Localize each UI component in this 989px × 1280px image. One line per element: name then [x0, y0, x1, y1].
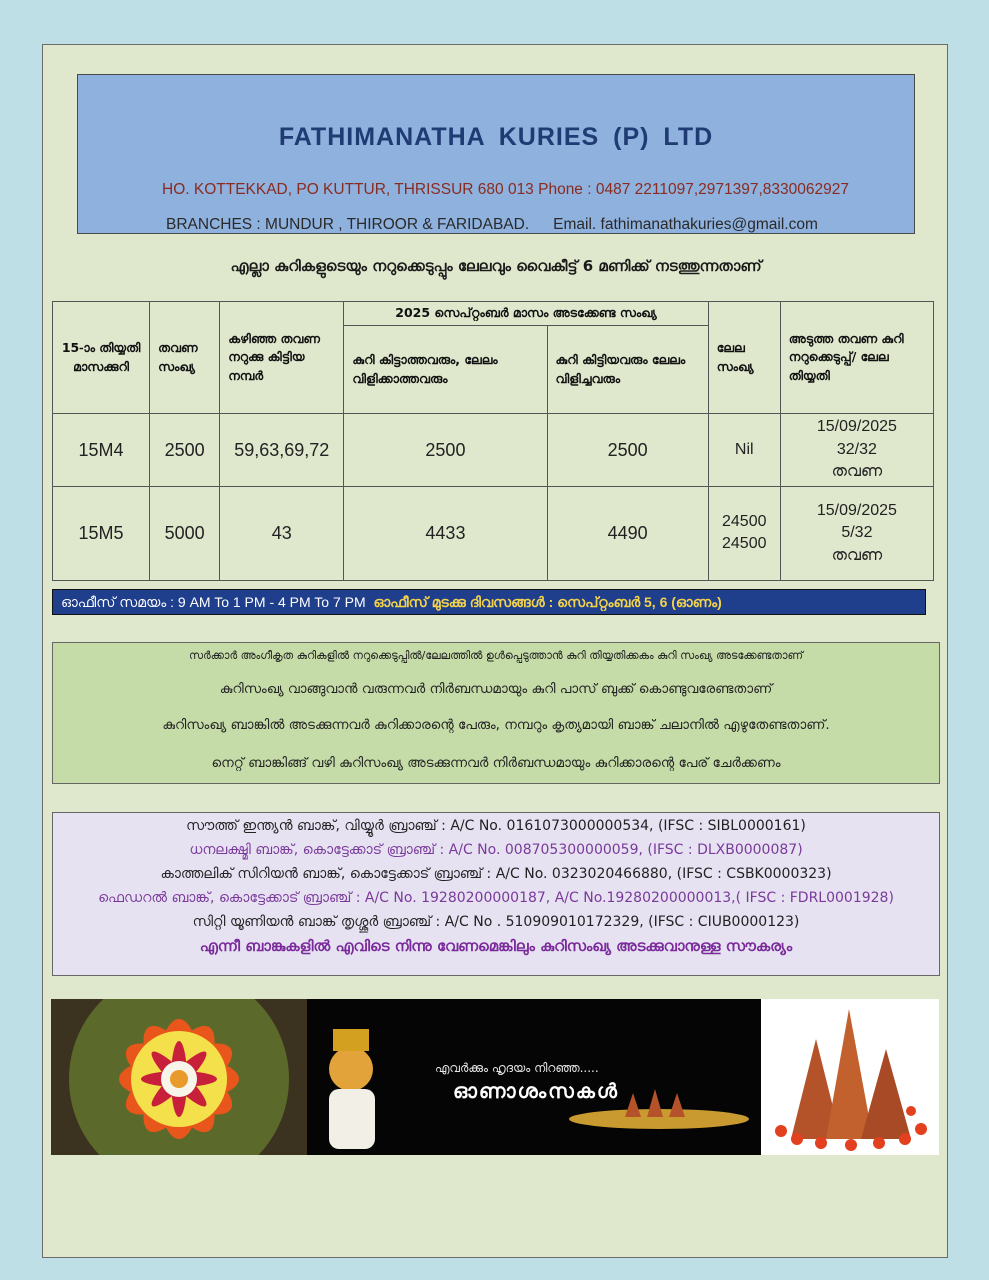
notice-page: [42, 44, 948, 1258]
cell-not-received: 4433: [344, 486, 547, 580]
cell-last-numbers: 59,63,69,72: [220, 414, 344, 486]
table-row: [53, 486, 934, 580]
office-hours-bar: [52, 589, 926, 615]
bank-footer: എന്നീ ബാങ്കുകളിൽ എവിടെ നിന്നു വേണമെങ്കിലും കുറിസംഖ്യ അടക്കുവാനുള്ള സൗകര്യം: [199, 937, 793, 955]
next-date: 15/09/2025: [816, 501, 897, 519]
hours-time: 9 AM To 1 PM - 4 PM To 7 PM: [177, 594, 366, 610]
company-name: FATHIMANATHA KURIES (P) LTD: [278, 123, 714, 151]
bank-line: ധനലക്ഷ്മി ബാങ്ക്, കൊട്ടേക്കാട് ബ്രാഞ്ച് : A/C No. 008705300000059, (IFSC : DLXB0000087): [189, 842, 803, 858]
next-installment: 5/32: [841, 524, 873, 542]
hours-label: ഓഫീസ് സമയം :: [61, 594, 178, 610]
cell-next-date: [780, 486, 933, 580]
header-next-date: അടുത്ത തവണ കുറി നറുക്കെടുപ്പ്/ ലേല തിയ്യതി: [780, 302, 933, 414]
rule-line: സർക്കാർ അംഗീകൃത കുറികളിൽ നറുക്കെടുപ്പിൽ/ലേലത്തിൽ ഉൾപ്പെടുത്താൻ കുറി തിയ്യതിക്കകം കുറി സംഖ്യ അടക്കേണ്ടതാണ്: [188, 649, 804, 662]
email-text: Email. fathimanathakuries@gmail.com: [553, 216, 818, 233]
cell-not-received: 2500: [344, 414, 547, 486]
cell-auction: [708, 486, 780, 580]
header-amount: തവണ സംഖ്യ: [150, 302, 220, 414]
company-header: [77, 74, 915, 234]
branches-text: BRANCHES : MUNDUR , THIROOR & FARIDABAD.: [166, 216, 530, 233]
onam-images: [51, 999, 939, 1155]
draw-time-notice: എല്ലാ കുറികളുടെയും നറുക്കെടുപ്പും ലേലവും വൈകീട്ട് 6 മണിക്ക് നടത്തുന്നതാണ്: [230, 257, 762, 275]
rules-box: [52, 642, 940, 784]
bank-accounts-box: [52, 812, 940, 976]
auction-value: 24500: [722, 512, 767, 530]
bank-line: ഫെഡറൽ ബാങ്ക്, കൊട്ടേക്കാട് ബ്രാഞ്ച് : A/C No. 19280200000187, A/C No.19280200000013,( IFSC : FDRL0001928): [98, 890, 894, 906]
rule-line: കുറിസംഖ്യ വാങ്ങുവാൻ വരുന്നവർ നിർബന്ധമായും കുറി പാസ് ബുക്ക് കൊണ്ടുവരേണ്ടതാണ്: [219, 681, 773, 697]
header-september-due: 2025 സെപ്റ്റംബർ മാസം അടക്കേണ്ട സംഖ്യ: [344, 302, 708, 326]
cell-next-date: [780, 414, 933, 486]
cell-amount: 2500: [150, 414, 220, 486]
maveli-greeting-image: [307, 999, 761, 1155]
next-date: 15/09/2025: [816, 418, 897, 436]
pookalam-image: [51, 999, 307, 1155]
holiday-text: ഓഫീസ് മുടക്കു ദിവസങ്ങൾ : സെപ്റ്റംബർ 5, 6 (ഓണം): [373, 594, 722, 610]
auction-value: 24500: [722, 535, 767, 553]
company-branches: [166, 216, 818, 234]
header-kuri: 15-ാം തിയ്യതി മാസക്കുറി: [53, 302, 150, 414]
bank-line: സിറ്റി യൂണിയൻ ബാങ്ക് തൃശ്ശൂർ ബ്രാഞ്ച് : A/C No . 510909010172329, (IFSC : CIUB0000123): [192, 914, 800, 930]
header-last-numbers: കഴിഞ്ഞ തവണ നറുക്കു കിട്ടിയ നമ്പർ: [220, 302, 344, 414]
cell-last-numbers: 43: [220, 486, 344, 580]
onathappan-image: [761, 999, 939, 1155]
header-not-received: കുറി കിട്ടാത്തവരും, ലേലം വിളിക്കാത്തവരും: [344, 326, 547, 414]
next-installment: 32/32: [836, 440, 877, 458]
cell-kuri: 15M5: [53, 486, 150, 580]
table-row: [53, 414, 934, 486]
bank-line: കാത്തലിക് സിറിയൻ ബാങ്ക്, കൊട്ടേക്കാട് ബ്രാഞ്ച് : A/C No. 0323020466880, (IFSC : CSBK0000323): [160, 866, 832, 882]
cell-auction: Nil: [708, 414, 780, 486]
rule-line: നെറ്റ് ബാങ്കിങ്ങ് വഴി കുറിസംഖ്യ അടക്കുന്നവർ നിർബന്ധമായും കുറിക്കാരന്റെ പേര് ചേർക്കണം: [211, 755, 781, 771]
greeting-title: ഓണാശംസകൾ: [453, 1079, 619, 1103]
next-label: തവണ: [831, 463, 883, 481]
cell-kuri: 15M4: [53, 414, 150, 486]
cell-amount: 5000: [150, 486, 220, 580]
kuri-table: [52, 301, 934, 581]
company-address: HO. KOTTEKKAD, PO KUTTUR, THRISSUR 680 013 Phone : 0487 2211097,2971397,8330062927: [162, 181, 849, 198]
header-auction: ലേല സംഖ്യ: [708, 302, 780, 414]
rule-line: കുറിസംഖ്യ ബാങ്കിൽ അടക്കുന്നവർ കുറിക്കാരന്റെ പേരും, നമ്പറും കൃത്യമായി ബാങ്ക് ചലാനിൽ എഴുതേണ്ടതാണ്.: [162, 717, 830, 733]
cell-received: 2500: [547, 414, 708, 486]
header-received: കുറി കിട്ടിയവരും ലേലം വിളിച്ചവരും: [547, 326, 708, 414]
cell-received: 4490: [547, 486, 708, 580]
greeting-line: എവർക്കും ഹൃദയം നിറഞ്ഞ.....: [435, 1061, 599, 1075]
next-label: തവണ: [831, 546, 883, 564]
bank-line: സൗത്ത് ഇന്ത്യൻ ബാങ്ക്, വിയ്യൂർ ബ്രാഞ്ച് : A/C No. 0161073000000534, (IFSC : SIBL0000161): [186, 818, 806, 834]
